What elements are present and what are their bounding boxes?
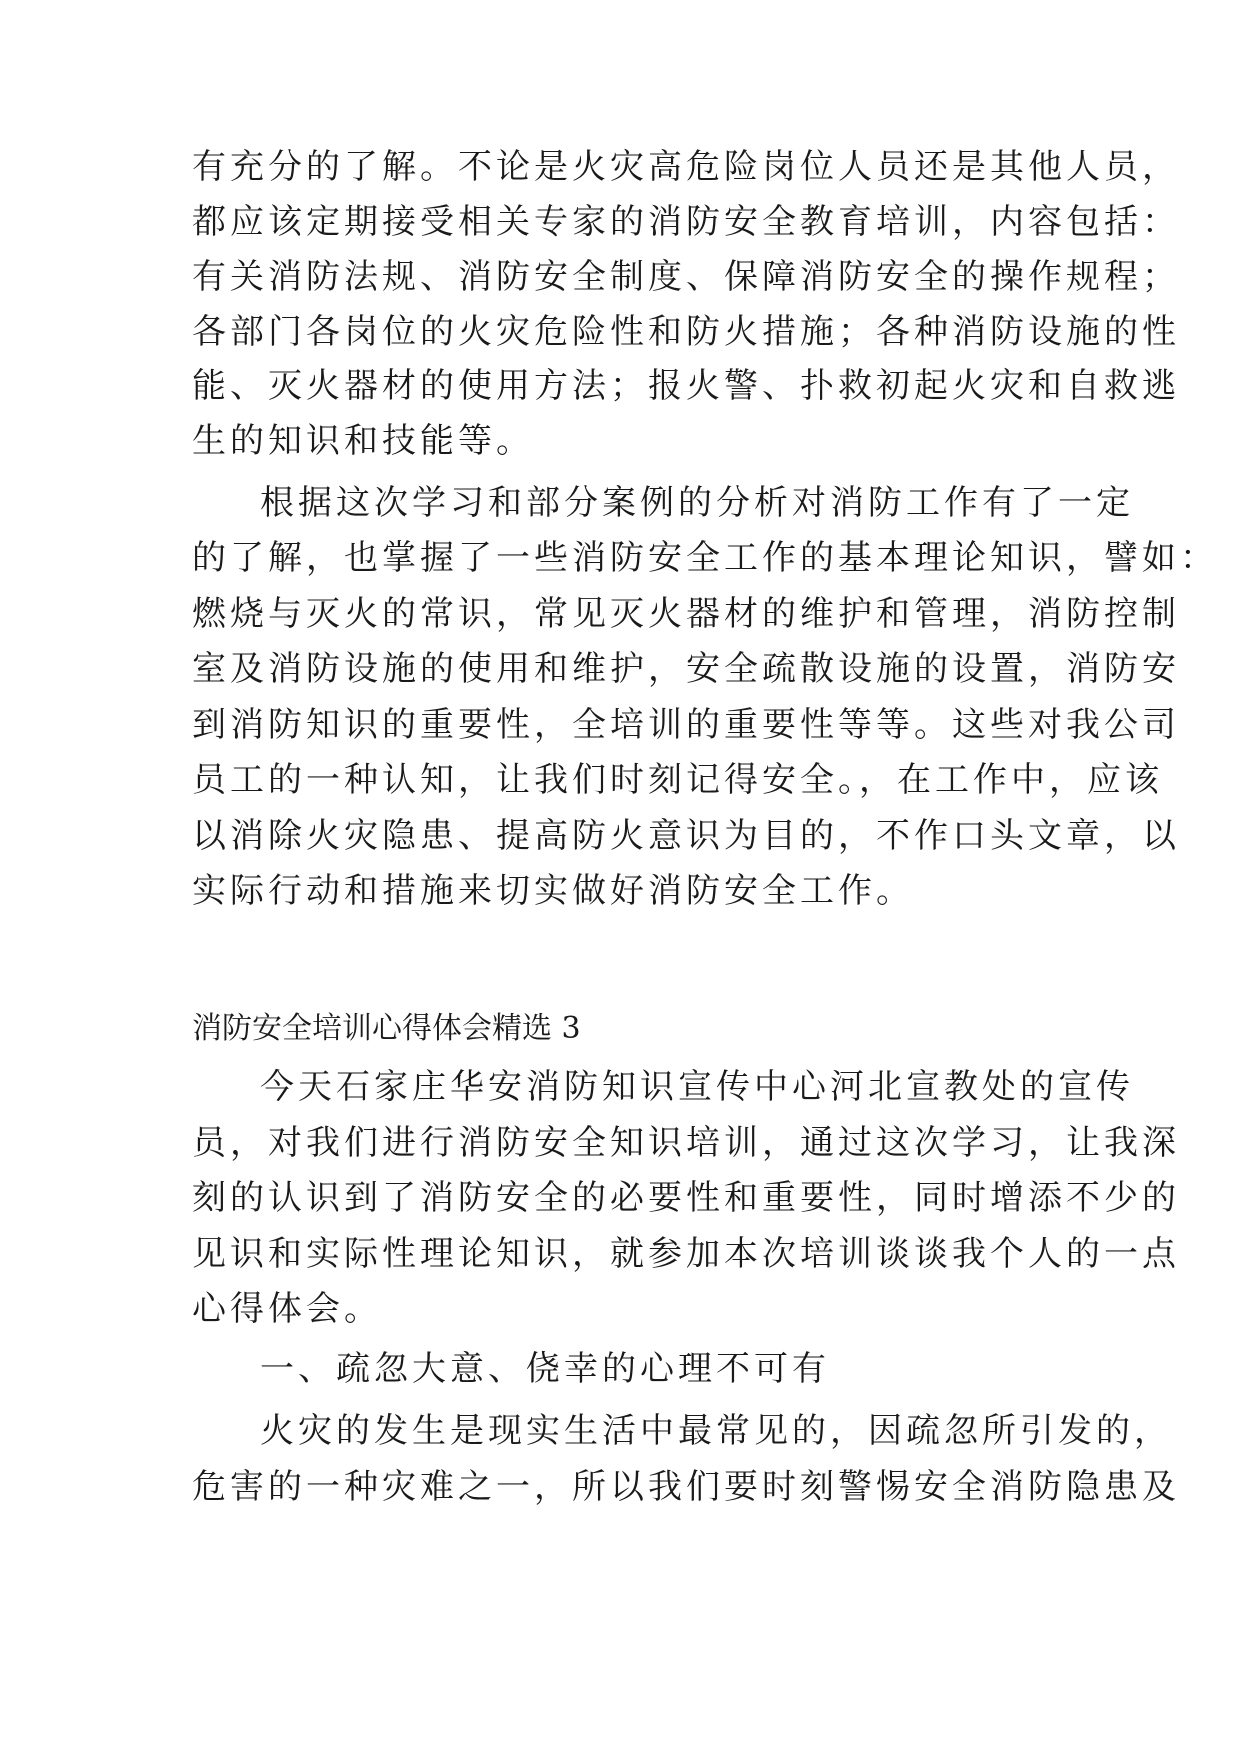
text-line: 各部门各岗位的火灾危险性和防火措施；各种消防设施的性 (192, 312, 1180, 352)
text-line: 实际行动和措施来切实做好消防安全工作。 (192, 871, 914, 911)
text-line: 危害的一种灾难之一，所以我们要时刻警惕安全消防隐患及 (192, 1467, 1180, 1507)
section-heading: 消防安全培训心得体会精选 3 (192, 1011, 581, 1046)
text-line: 室及消防设施的使用和维护，安全疏散设施的设置，消防安 (192, 649, 1180, 689)
text-line: 都应该定期接受相关专家的消防安全教育培训，内容包括： (192, 202, 1180, 242)
text-line: 燃烧与灭火的常识，常见灭火器材的维护和管理，消防控制 (192, 594, 1180, 634)
text-line: 刻的认识到了消防安全的必要性和重要性，同时增添不少的 (192, 1178, 1180, 1218)
text-line: 心得体会。 (192, 1289, 382, 1329)
paragraph-first-line: 根据这次学习和部分案例的分析对消防工作有了一定 (260, 483, 1134, 523)
paragraph-first-line: 今天石家庄华安消防知识宣传中心河北宣教处的宣传 (260, 1067, 1134, 1107)
text-line: 见识和实际性理论知识，就参加本次培训谈谈我个人的一点 (192, 1234, 1180, 1274)
text-line: 有充分的了解。不论是火灾高危险岗位人员还是其他人员， (192, 147, 1180, 187)
text-line: 员，对我们进行消防安全知识培训，通过这次学习，让我深 (192, 1123, 1180, 1163)
text-line: 能、灭火器材的使用方法；报火警、扑救初起火灾和自救逃 (192, 366, 1180, 406)
text-line: 员工的一种认知，让我们时刻记得安全。，在工作中，应该 (192, 760, 1163, 800)
text-line: 有关消防法规、消防安全制度、保障消防安全的操作规程； (192, 257, 1180, 297)
text-line: 的了解，也掌握了一些消防安全工作的基本理论知识，譬如： (192, 538, 1218, 578)
text-line: 以消除火灾隐患、提高防火意识为目的，不作口头文章，以 (192, 816, 1180, 856)
subheading: 一、疏忽大意、侥幸的心理不可有 (260, 1349, 830, 1389)
text-line: 生的知识和技能等。 (192, 421, 534, 461)
text-line: 到消防知识的重要性，全培训的重要性等等。这些对我公司 (192, 705, 1180, 745)
paragraph-first-line: 火灾的发生是现实生活中最常见的，因疏忽所引发的， (260, 1411, 1172, 1451)
